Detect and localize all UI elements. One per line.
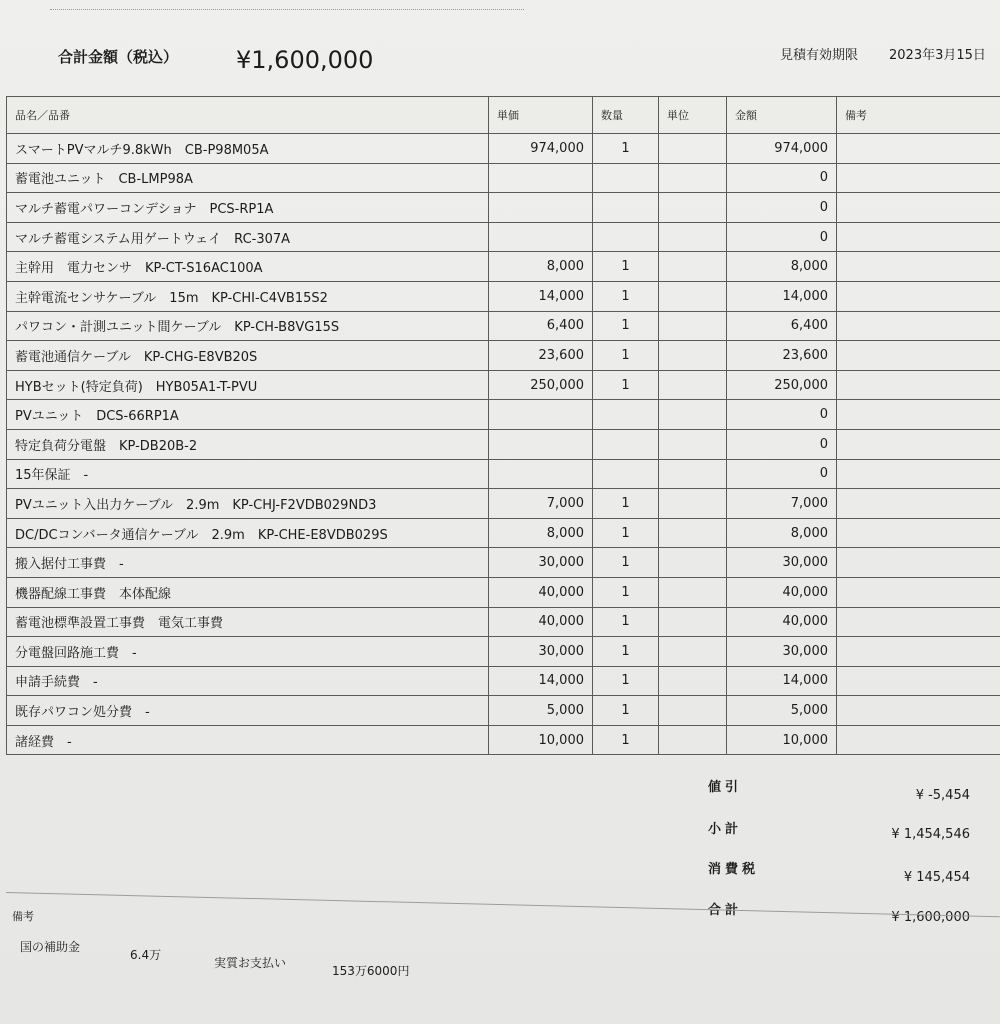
cell-unit [659, 134, 727, 164]
table-row [7, 696, 1000, 726]
table-row [7, 341, 1000, 371]
table-row [7, 400, 1000, 430]
cell-name: 蓄電池通信ケーブル KP-CHG-E8VB20S [7, 341, 489, 371]
cell-qty: 1 [593, 548, 659, 578]
net-payment-label: 実質お支払い [214, 956, 287, 970]
cell-amount: 0 [727, 459, 837, 489]
table-row [7, 370, 1000, 400]
table-row [7, 134, 1000, 164]
cell-qty: 1 [593, 281, 659, 311]
cell-name: 搬入据付工事費 - [7, 548, 489, 578]
remarks-divider [6, 892, 1000, 917]
table-row [7, 637, 1000, 667]
cell-amount: 40,000 [727, 577, 837, 607]
cell-qty: 1 [593, 666, 659, 696]
cell-unit [659, 370, 727, 400]
cell-unit [659, 696, 727, 726]
cell-name: 機器配線工事費 本体配線 [7, 577, 489, 607]
col-header-unit: 単位 [659, 97, 727, 134]
cell-amount: 6,400 [727, 311, 837, 341]
cell-unit [659, 341, 727, 371]
cell-qty: 1 [593, 134, 659, 164]
grand-total-value: ¥1,600,000 [236, 46, 374, 74]
total-value: ¥ 1,600,000 [891, 910, 970, 925]
cell-amount: 0 [727, 193, 837, 223]
cell-note [837, 459, 1000, 489]
cell-note [837, 222, 1000, 252]
subtotal-value: ¥ 1,454,546 [891, 827, 970, 842]
cell-note [837, 696, 1000, 726]
cell-qty: 1 [593, 577, 659, 607]
cell-unit [659, 489, 727, 519]
cell-amount: 0 [727, 222, 837, 252]
col-header-name: 品名／品番 [7, 97, 489, 134]
cell-name: 既存パワコン処分費 - [7, 696, 489, 726]
cell-name: PVユニット入出力ケーブル 2.9m KP-CHJ-F2VDB029ND3 [7, 489, 489, 519]
discount-label: 値引 [708, 780, 743, 795]
table-row [7, 725, 1000, 755]
cell-qty [593, 459, 659, 489]
cell-price: 6,400 [489, 311, 593, 341]
cell-name: PVユニット DCS-66RP1A [7, 400, 489, 430]
cell-name: マルチ蓄電システム用ゲートウェイ RC-307A [7, 222, 489, 252]
cell-amount: 8,000 [727, 518, 837, 548]
cell-unit [659, 281, 727, 311]
cell-qty: 1 [593, 370, 659, 400]
cell-amount: 30,000 [727, 637, 837, 667]
cell-name: 蓄電池ユニット CB-LMP98A [7, 163, 489, 193]
cell-price [489, 222, 593, 252]
table-row [7, 163, 1000, 193]
col-header-qty: 数量 [593, 97, 659, 134]
cell-price: 40,000 [489, 607, 593, 637]
cell-price: 14,000 [489, 666, 593, 696]
cell-qty [593, 163, 659, 193]
cell-name: 主幹電流センサケーブル 15m KP-CHI-C4VB15S2 [7, 281, 489, 311]
cell-unit [659, 193, 727, 223]
net-payment-value: 153万6000円 [332, 964, 410, 978]
discount-value: ¥ -5,454 [915, 788, 970, 803]
cell-note [837, 607, 1000, 637]
cell-unit [659, 548, 727, 578]
cell-price: 8,000 [489, 252, 593, 282]
cell-note [837, 429, 1000, 459]
cell-amount: 0 [727, 163, 837, 193]
subsidy-value: 6.4万 [130, 948, 162, 962]
cell-amount: 14,000 [727, 666, 837, 696]
table-row [7, 222, 1000, 252]
cell-price [489, 459, 593, 489]
cell-name: HYBセット(特定負荷) HYB05A1-T-PVU [7, 370, 489, 400]
table-row [7, 518, 1000, 548]
cell-price: 40,000 [489, 577, 593, 607]
cell-price [489, 163, 593, 193]
cell-qty [593, 400, 659, 430]
table-row [7, 281, 1000, 311]
cell-amount: 974,000 [727, 134, 837, 164]
subtotal-label: 小計 [708, 822, 743, 837]
cell-note [837, 666, 1000, 696]
cell-name: パワコン・計測ユニット間ケーブル KP-CH-B8VG15S [7, 311, 489, 341]
cell-note [837, 370, 1000, 400]
cell-name: スマートPVマルチ9.8kWh CB-P98M05A [7, 134, 489, 164]
cell-qty: 1 [593, 341, 659, 371]
subsidy-label: 国の補助金 [20, 940, 81, 954]
cell-unit [659, 666, 727, 696]
expiry-label: 見積有効期限 [780, 48, 859, 63]
cell-qty [593, 193, 659, 223]
tax-label: 消費税 [708, 862, 760, 877]
cell-note [837, 311, 1000, 341]
cell-price [489, 429, 593, 459]
table-row [7, 577, 1000, 607]
remarks-title: 備考 [12, 910, 34, 923]
tax-value: ¥ 145,454 [903, 870, 970, 885]
cell-qty: 1 [593, 252, 659, 282]
cell-note [837, 252, 1000, 282]
cell-note [837, 281, 1000, 311]
cell-price: 974,000 [489, 134, 593, 164]
table-row [7, 252, 1000, 282]
table-row [7, 429, 1000, 459]
expiry-date: 2023年3月15日 [889, 48, 986, 63]
cell-note [837, 341, 1000, 371]
cell-unit [659, 725, 727, 755]
cell-price: 10,000 [489, 725, 593, 755]
cell-name: 蓄電池標準設置工事費 電気工事費 [7, 607, 489, 637]
cell-amount: 14,000 [727, 281, 837, 311]
cell-unit [659, 163, 727, 193]
table-row [7, 548, 1000, 578]
cell-name: DC/DCコンバータ通信ケーブル 2.9m KP-CHE-E8VDB029S [7, 518, 489, 548]
table-row [7, 311, 1000, 341]
cell-qty [593, 222, 659, 252]
table-row [7, 193, 1000, 223]
cell-qty: 1 [593, 518, 659, 548]
cell-unit [659, 577, 727, 607]
cell-price: 8,000 [489, 518, 593, 548]
cell-name: 特定負荷分電盤 KP-DB20B-2 [7, 429, 489, 459]
cell-qty: 1 [593, 489, 659, 519]
cell-note [837, 637, 1000, 667]
cell-price [489, 400, 593, 430]
cell-price: 250,000 [489, 370, 593, 400]
cell-name: 分電盤回路施工費 - [7, 637, 489, 667]
cell-unit [659, 222, 727, 252]
cell-price: 5,000 [489, 696, 593, 726]
cell-amount: 5,000 [727, 696, 837, 726]
col-header-price: 単価 [489, 97, 593, 134]
cell-unit [659, 459, 727, 489]
cell-note [837, 548, 1000, 578]
table-row [7, 666, 1000, 696]
cell-amount: 40,000 [727, 607, 837, 637]
cell-amount: 30,000 [727, 548, 837, 578]
table-row [7, 607, 1000, 637]
cell-note [837, 518, 1000, 548]
cell-amount: 10,000 [727, 725, 837, 755]
cell-amount: 0 [727, 429, 837, 459]
cell-name: 15年保証 - [7, 459, 489, 489]
cell-unit [659, 518, 727, 548]
cell-note [837, 134, 1000, 164]
cell-qty: 1 [593, 696, 659, 726]
cell-note [837, 725, 1000, 755]
total-label: 合計 [708, 903, 743, 918]
cell-note [837, 400, 1000, 430]
cell-note [837, 577, 1000, 607]
cell-qty: 1 [593, 637, 659, 667]
quote-table [6, 96, 1000, 755]
cell-unit [659, 311, 727, 341]
table-row [7, 459, 1000, 489]
col-header-amount: 金額 [727, 97, 837, 134]
table-header-row [7, 97, 1000, 134]
cell-qty: 1 [593, 607, 659, 637]
cell-note [837, 163, 1000, 193]
cell-amount: 250,000 [727, 370, 837, 400]
cell-note [837, 489, 1000, 519]
cell-price: 23,600 [489, 341, 593, 371]
cell-amount: 8,000 [727, 252, 837, 282]
cell-qty: 1 [593, 725, 659, 755]
cell-unit [659, 400, 727, 430]
cell-name: 諸経費 - [7, 725, 489, 755]
table-row [7, 489, 1000, 519]
cell-price: 30,000 [489, 637, 593, 667]
cell-amount: 0 [727, 400, 837, 430]
grand-total-label: 合計金額（税込） [58, 48, 179, 66]
top-divider [50, 9, 524, 10]
cell-amount: 7,000 [727, 489, 837, 519]
cell-price: 7,000 [489, 489, 593, 519]
col-header-note: 備考 [837, 97, 1000, 134]
cell-note [837, 193, 1000, 223]
cell-unit [659, 429, 727, 459]
cell-qty [593, 429, 659, 459]
cell-price [489, 193, 593, 223]
cell-name: 主幹用 電力センサ KP-CT-S16AC100A [7, 252, 489, 282]
cell-name: マルチ蓄電パワーコンデショナ PCS-RP1A [7, 193, 489, 223]
cell-unit [659, 252, 727, 282]
cell-name: 申請手続費 - [7, 666, 489, 696]
cell-qty: 1 [593, 311, 659, 341]
cell-unit [659, 637, 727, 667]
cell-price: 14,000 [489, 281, 593, 311]
cell-price: 30,000 [489, 548, 593, 578]
cell-amount: 23,600 [727, 341, 837, 371]
cell-unit [659, 607, 727, 637]
